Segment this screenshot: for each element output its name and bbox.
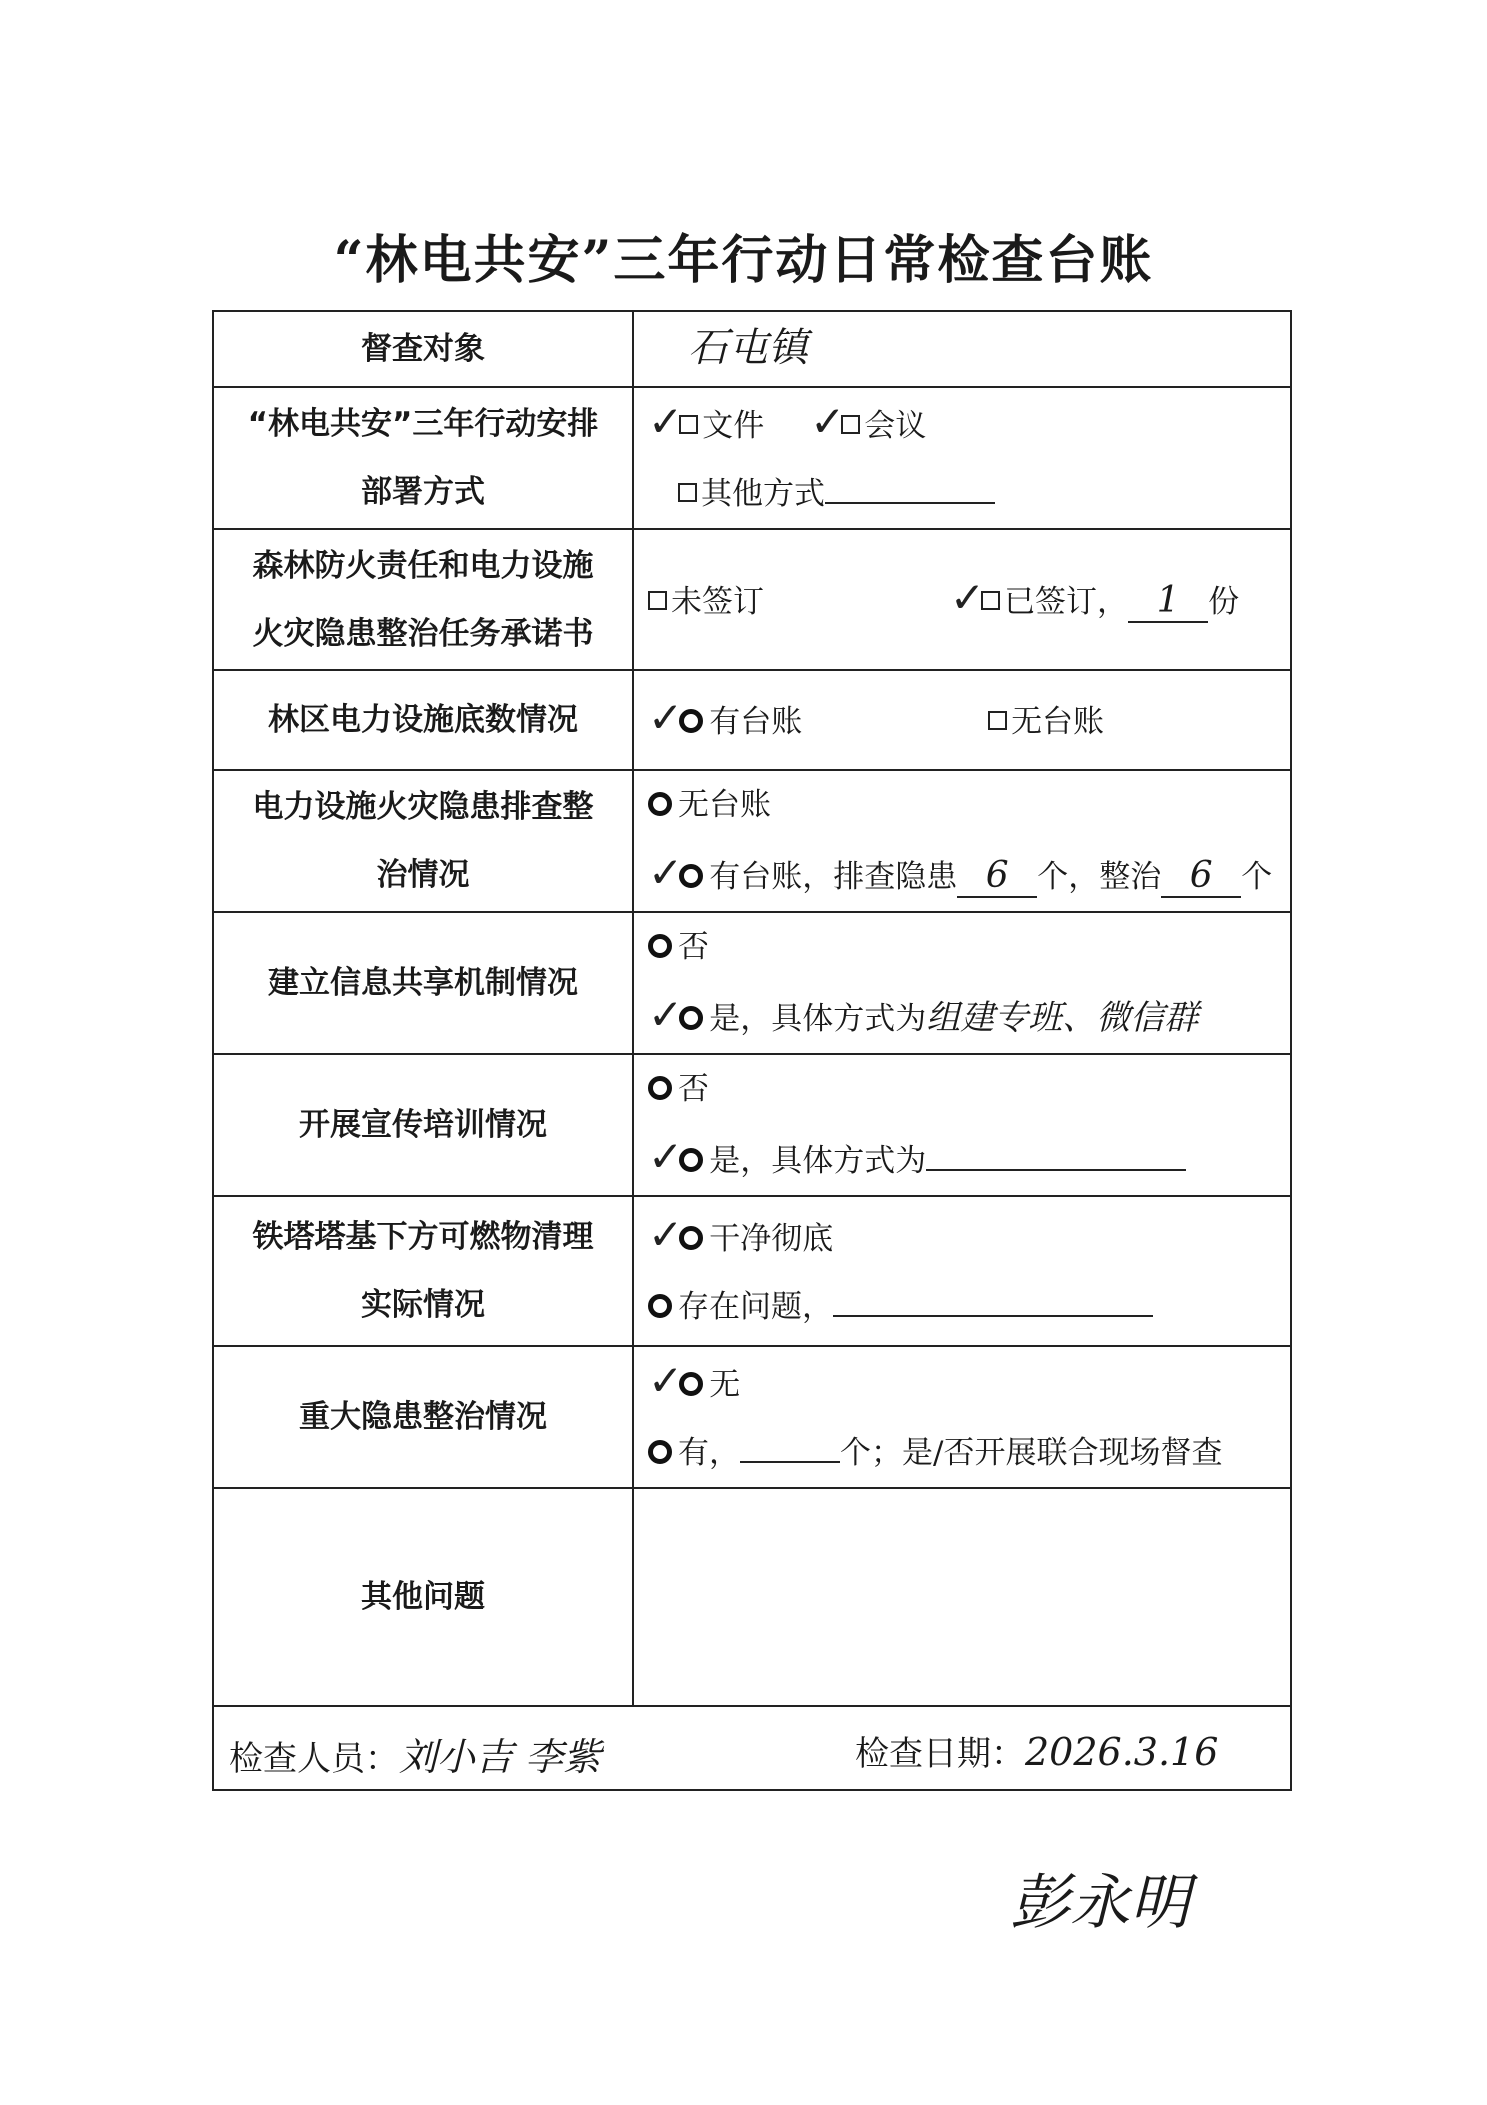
row-target [213, 311, 1291, 387]
label-pledge-line2: 火灾隐患整治任务承诺书 [252, 615, 594, 652]
row-other [213, 1488, 1291, 1706]
option-file[interactable]: ✓ 文件 [648, 397, 765, 446]
handwritten-target: 石屯镇 [688, 324, 808, 371]
radio-icon [648, 792, 672, 816]
checkbox-icon [648, 591, 667, 610]
label-hazard [213, 770, 633, 912]
other-method-blank[interactable] [825, 502, 995, 504]
label-hazard-line1: 电力设施火灾隐患排查整 [252, 789, 594, 825]
checkbox-icon [678, 483, 697, 502]
row-major [213, 1346, 1291, 1488]
inspector-label: 检查人员： [229, 1739, 399, 1779]
check-mark-icon: ✓ [648, 990, 684, 1039]
option-other[interactable]: 其他方式 [678, 460, 995, 528]
row-footer [213, 1706, 1291, 1790]
label-pledge [213, 529, 633, 670]
label-tower [213, 1196, 633, 1346]
option-training-yes[interactable]: ✓ 是，具体方式为 [648, 1123, 1290, 1195]
radio-icon [679, 1006, 703, 1030]
option-major-none[interactable]: ✓ 无 [648, 1356, 741, 1405]
footer-cell [213, 1706, 1291, 1790]
checkbox-icon [981, 591, 1000, 610]
label-deploy [213, 387, 633, 529]
value-hazard [633, 770, 1291, 912]
row-deploy [213, 387, 1291, 529]
value-other[interactable] [633, 1488, 1291, 1706]
value-tower [633, 1196, 1291, 1346]
radio-icon [679, 709, 703, 733]
option-tower-issue[interactable]: 存在问题， [648, 1273, 1290, 1341]
radio-icon [679, 1226, 703, 1250]
value-pledge [633, 529, 1291, 670]
option-meeting[interactable]: ✓ 会议 [810, 397, 927, 446]
share-method-handwritten: 组建专班、微信群 [926, 998, 1199, 1038]
value-base [633, 670, 1291, 770]
label-base: 林区电力设施底数情况 [213, 670, 633, 770]
date-field [855, 1726, 1218, 1775]
radio-icon [679, 1148, 703, 1172]
check-mark-icon: ✓ [648, 1132, 684, 1181]
checkbox-icon [679, 415, 698, 434]
date-label: 检查日期： [855, 1734, 1025, 1774]
page-title: “林电共安”三年行动日常检查台账 [333, 230, 1154, 291]
check-mark-icon: ✓ [949, 572, 986, 622]
option-tower-clean[interactable]: ✓ 干净彻底 [648, 1210, 834, 1259]
radio-icon [648, 1076, 672, 1100]
label-other: 其他问题 [213, 1488, 633, 1706]
label-hazard-line2: 治情况 [376, 857, 470, 893]
row-hazard [213, 770, 1291, 912]
option-share-yes[interactable]: ✓ 是，具体方式为组建专班、微信群 [648, 990, 1199, 1039]
row-base [213, 670, 1291, 770]
option-training-no[interactable]: 否 [648, 1055, 1290, 1123]
label-tower-line1: 铁塔塔基下方可燃物清理 [252, 1219, 594, 1255]
option-hazard-have[interactable]: ✓ 有台账，排查隐患 6 个，整治 6 个 [648, 848, 1273, 897]
checkbox-icon [988, 711, 1007, 730]
row-tower [213, 1196, 1291, 1346]
signature-handwritten: 彭永明 [1010, 1868, 1190, 1938]
inspector-names-handwritten: 刘小吉 李紫 [399, 1735, 602, 1779]
label-deploy-line2: 部署方式 [361, 474, 485, 510]
value-training [633, 1054, 1291, 1196]
check-mark-icon: ✓ [648, 397, 684, 446]
check-mark-icon: ✓ [648, 1356, 684, 1405]
training-method-blank[interactable] [926, 1169, 1186, 1171]
signed-count[interactable]: 1 [1128, 581, 1208, 623]
tower-issue-blank[interactable] [833, 1315, 1153, 1317]
row-training [213, 1054, 1291, 1196]
radio-icon [679, 864, 703, 888]
check-mark-icon: ✓ [810, 397, 846, 446]
inspector-field [229, 1726, 601, 1781]
option-unsigned[interactable]: 未签订 [648, 568, 764, 636]
label-training: 开展宣传培训情况 [213, 1054, 633, 1196]
value-share [633, 912, 1291, 1054]
label-pledge-line1: 森林防火责任和电力设施 [252, 547, 594, 584]
value-deploy [633, 387, 1291, 529]
row-share [213, 912, 1291, 1054]
label-target: 督查对象 [213, 311, 633, 387]
radio-icon [679, 1372, 703, 1396]
label-deploy-line1: “林电共安”三年行动安排 [247, 406, 599, 442]
option-has-ledger[interactable]: ✓ 有台账 [648, 693, 803, 742]
checkbox-icon [841, 415, 860, 434]
check-mark-icon: ✓ [648, 693, 684, 742]
value-major [633, 1346, 1291, 1488]
check-mark-icon: ✓ [648, 1210, 684, 1259]
label-tower-line2: 实际情况 [361, 1287, 485, 1323]
row-pledge [213, 529, 1291, 670]
label-major: 重大隐患整治情况 [213, 1346, 633, 1488]
label-share: 建立信息共享机制情况 [213, 912, 633, 1054]
option-signed[interactable]: ✓ 已签订， 1 份 [949, 572, 1240, 622]
value-target [633, 311, 1291, 387]
radio-icon [648, 934, 672, 958]
option-major-have[interactable]: 有， 个；是/否开展联合现场督查 [648, 1419, 1290, 1487]
inspection-ledger-table [212, 310, 1292, 1791]
option-share-no[interactable]: 否 [648, 913, 1290, 981]
hazard-found-count[interactable]: 6 [957, 856, 1037, 898]
radio-icon [648, 1440, 672, 1464]
option-no-ledger[interactable]: 无台账 [988, 688, 1104, 756]
major-count-blank[interactable] [740, 1461, 840, 1463]
date-handwritten: 2026.3.16 [1025, 1730, 1219, 1774]
radio-icon [648, 1294, 672, 1318]
hazard-fixed-count[interactable]: 6 [1161, 856, 1241, 898]
option-hazard-none[interactable]: 无台账 [648, 771, 1290, 839]
check-mark-icon: ✓ [648, 848, 684, 897]
